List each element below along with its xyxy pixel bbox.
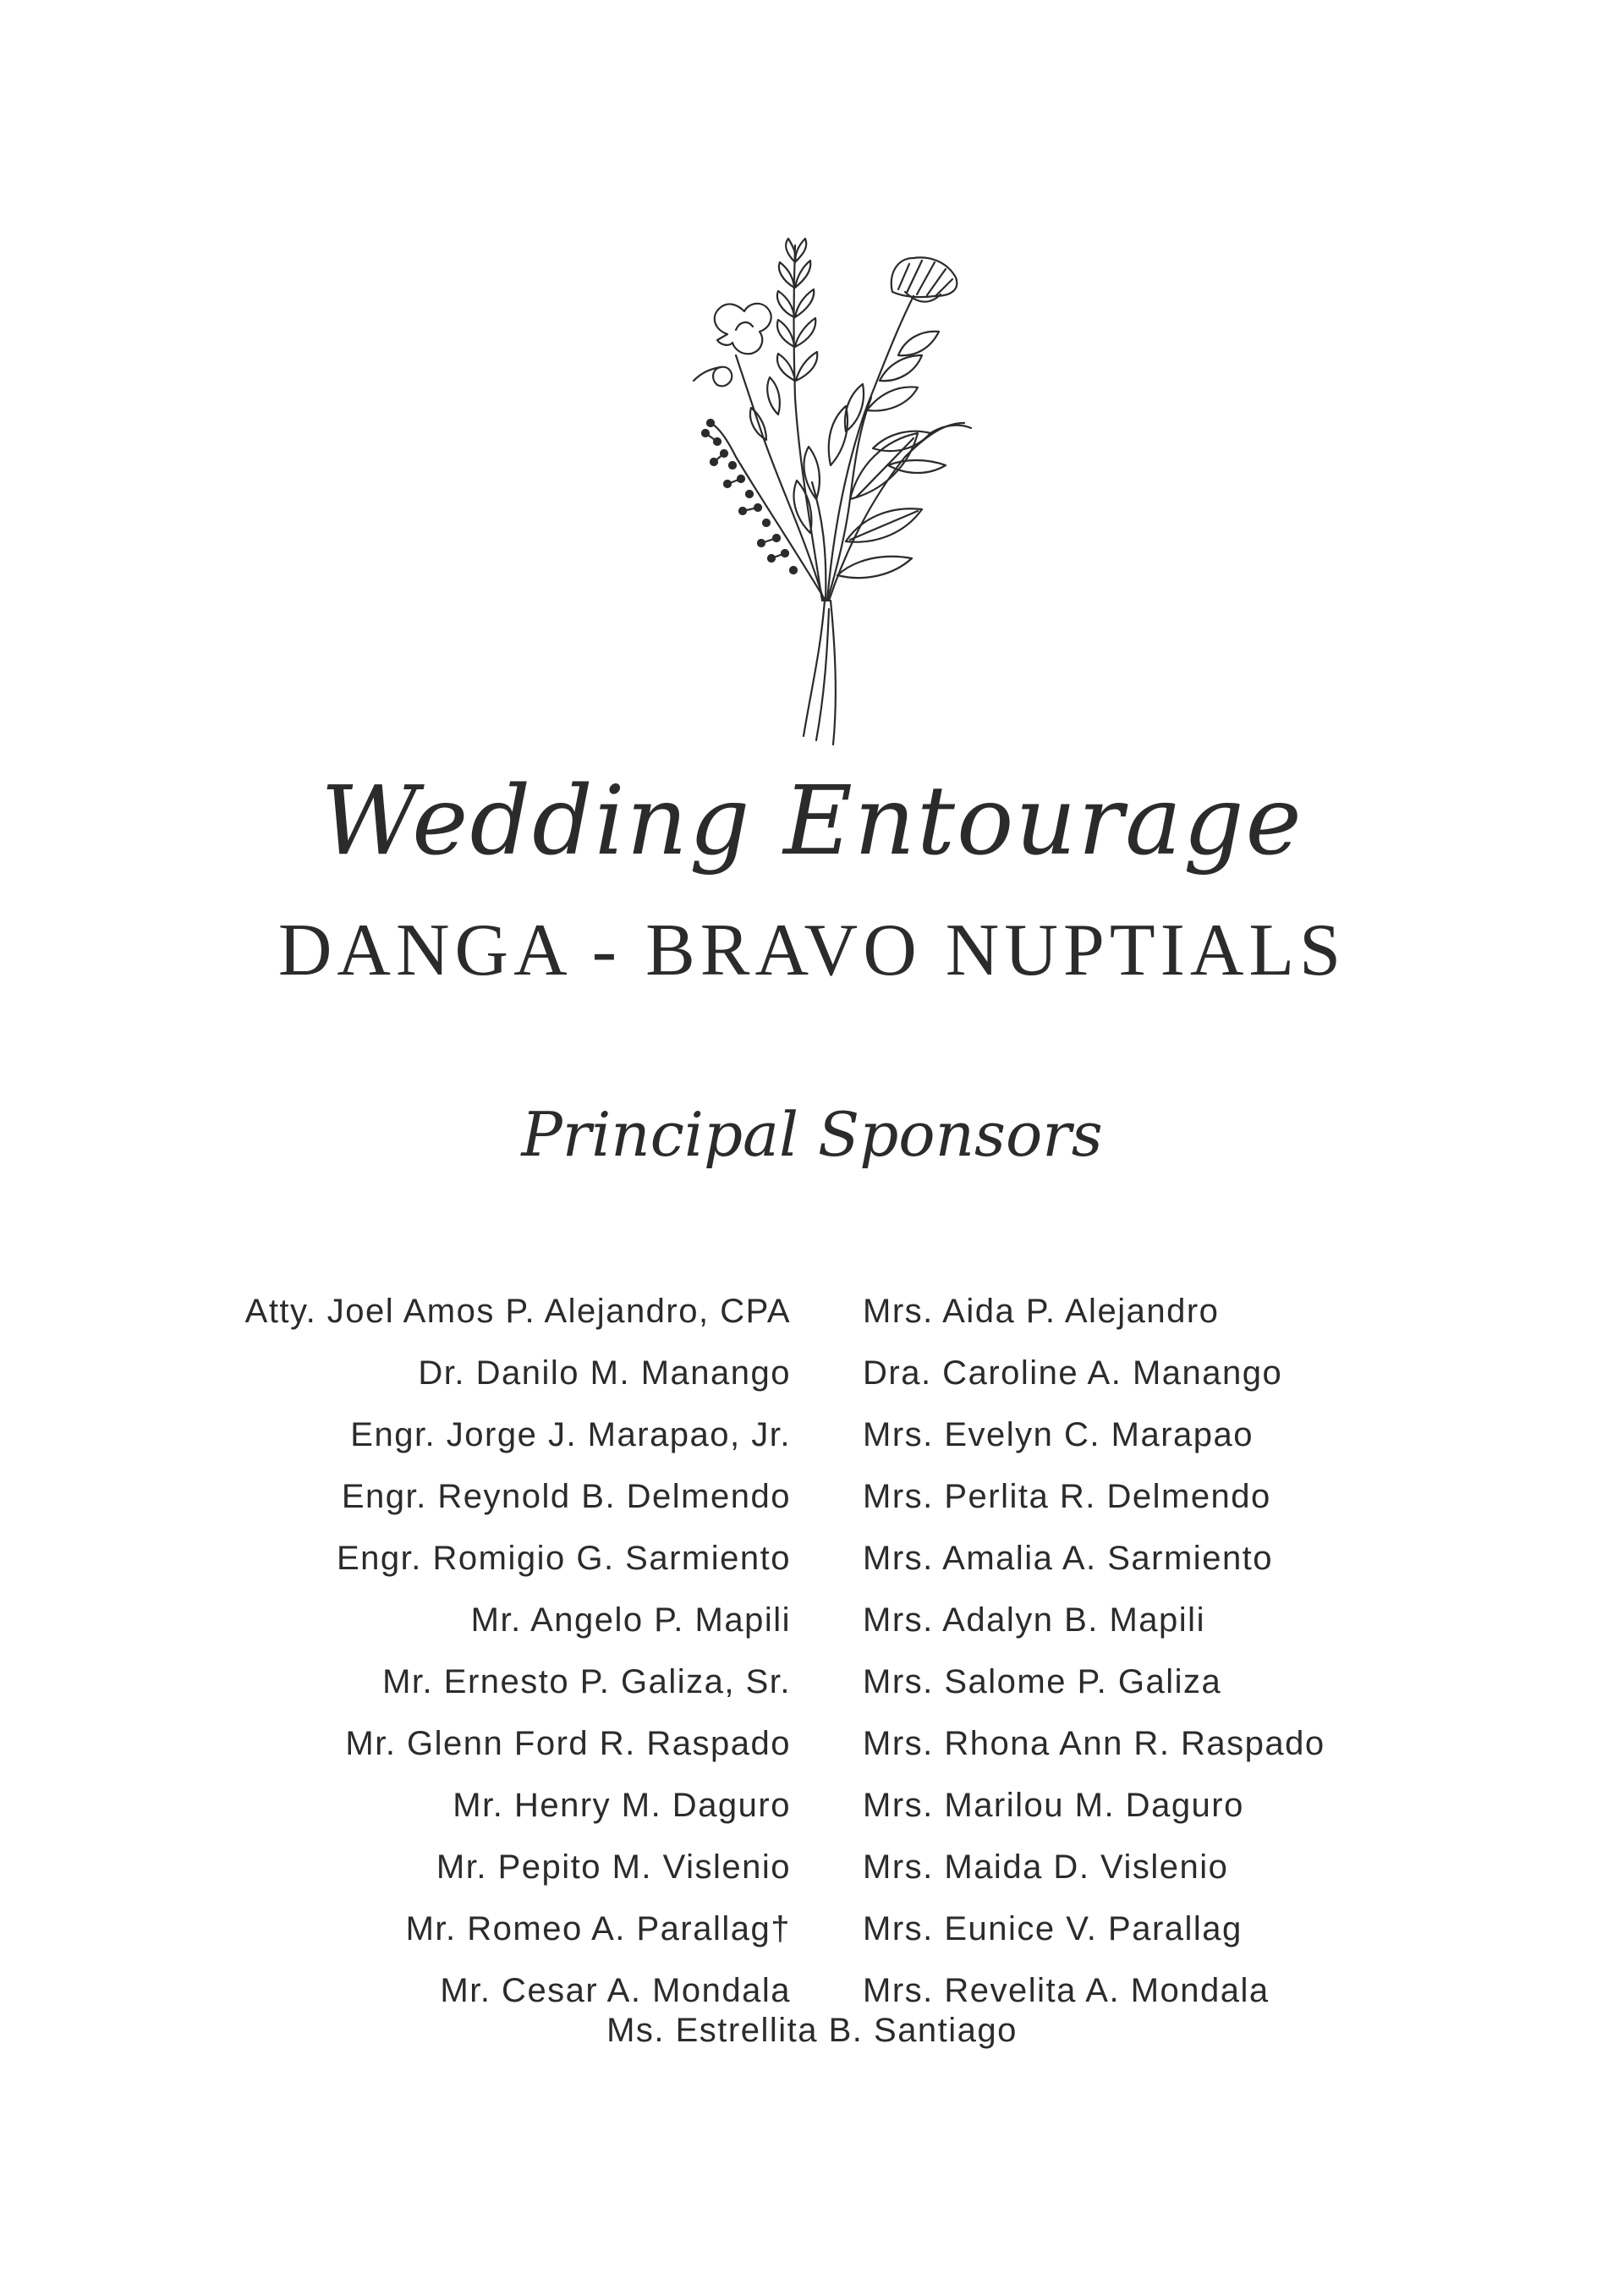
sponsor-right: Mrs. Eunice V. Parallag (863, 1910, 1243, 1947)
floral-bouquet-icon (677, 211, 981, 753)
section-title: Principal Sponsors (521, 1099, 1103, 1170)
sponsor-left: Engr. Reynold B. Delmendo (341, 1478, 791, 1515)
sponsor-row (0, 1656, 1624, 1718)
sponsor-single: Ms. Estrellita B. Santiago (606, 2012, 1018, 2049)
sponsor-left: Mr. Angelo P. Mapili (470, 1601, 791, 1639)
sponsor-right: Mrs. Marilou M. Daguro (863, 1787, 1244, 1824)
sponsor-row (0, 1718, 1624, 1780)
page-title: DANGA - BRAVO NUPTIALS (277, 909, 1347, 991)
sponsor-left: Mr. Romeo A. Parallag† (405, 1910, 791, 1947)
sponsor-left: Engr. Jorge J. Marapao, Jr. (350, 1416, 791, 1453)
sponsor-right: Mrs. Rhona Ann R. Raspado (863, 1725, 1325, 1762)
sponsor-row (0, 1780, 1624, 1842)
sponsor-right: Mrs. Revelita A. Mondala (863, 1972, 1270, 2009)
sponsor-right: Mrs. Evelyn C. Marapao (863, 1416, 1254, 1453)
sponsor-row (0, 1595, 1624, 1656)
script-title: Wedding Entourage (321, 766, 1303, 876)
sponsor-row (0, 1903, 1624, 1965)
sponsor-right: Mrs. Amalia A. Sarmiento (863, 1540, 1274, 1577)
sponsor-row (0, 1533, 1624, 1595)
sponsor-right: Dra. Caroline A. Manango (863, 1354, 1283, 1392)
sponsor-row (0, 1409, 1624, 1471)
sponsor-left: Mr. Ernesto P. Galiza, Sr. (382, 1663, 791, 1700)
sponsor-row (0, 1286, 1624, 1348)
sponsor-row (0, 1348, 1624, 1409)
sponsor-right: Mrs. Maida D. Vislenio (863, 1848, 1229, 1886)
sponsor-left: Mr. Glenn Ford R. Raspado (345, 1725, 791, 1762)
sponsor-left: Dr. Danilo M. Manango (418, 1354, 791, 1392)
sponsor-row (0, 1471, 1624, 1533)
sponsor-right: Mrs. Perlita R. Delmendo (863, 1478, 1271, 1515)
sponsor-right: Mrs. Salome P. Galiza (863, 1663, 1222, 1700)
sponsor-row (0, 1842, 1624, 1903)
sponsors-list (0, 1286, 1624, 2027)
sponsor-right: Mrs. Adalyn B. Mapili (863, 1601, 1205, 1639)
sponsor-left: Mr. Cesar A. Mondala (440, 1972, 791, 2009)
sponsor-left: Mr. Henry M. Daguro (453, 1787, 791, 1824)
sponsor-left: Engr. Romigio G. Sarmiento (337, 1540, 791, 1577)
sponsor-right: Mrs. Aida P. Alejandro (863, 1293, 1220, 1330)
sponsor-left: Atty. Joel Amos P. Alejandro, CPA (244, 1293, 791, 1330)
sponsor-left: Mr. Pepito M. Vislenio (436, 1848, 791, 1886)
